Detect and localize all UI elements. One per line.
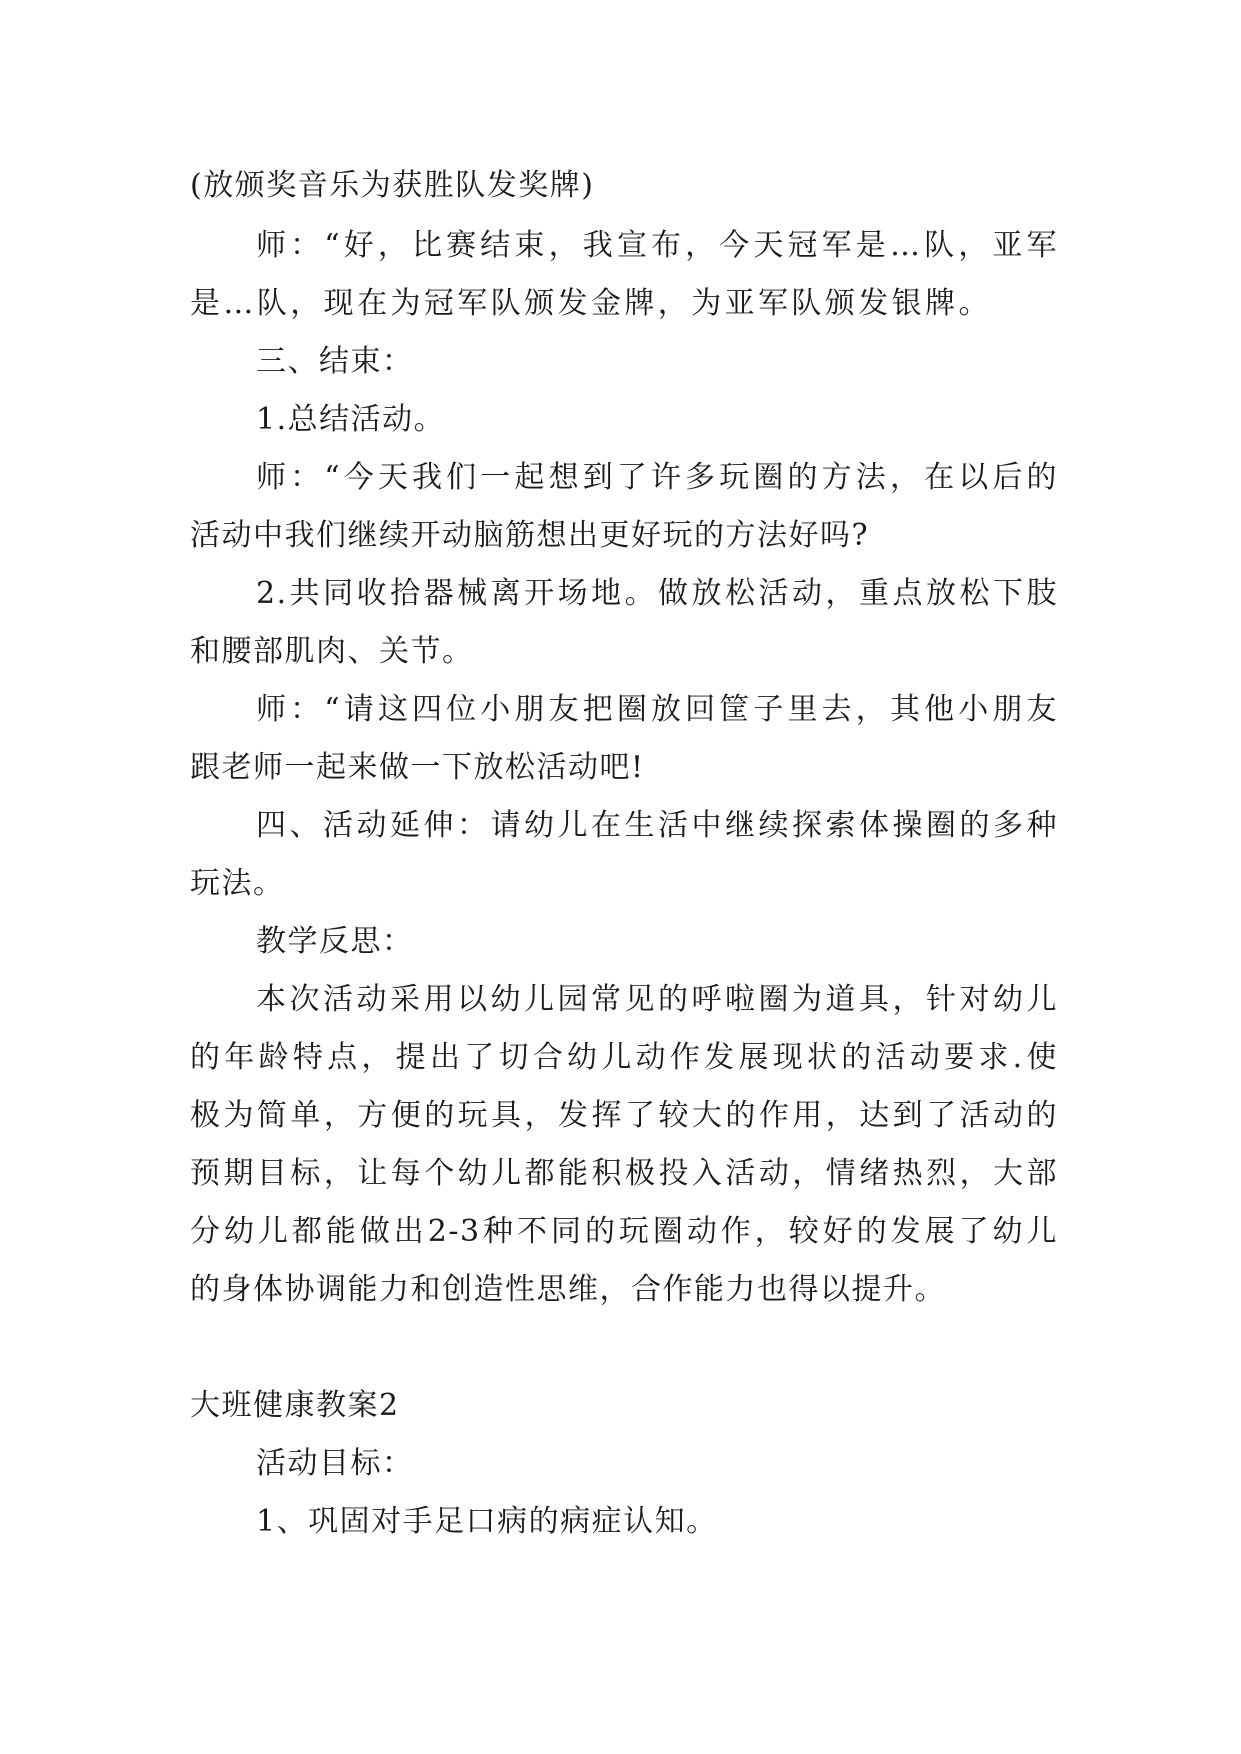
text-line: 1.总结活动。 [256, 402, 446, 437]
text-line: 本次活动采用以幼儿园常见的呼啦圈为道具，针对幼儿 [256, 982, 1058, 1017]
text-line: 2.共同收拾器械离开场地。做放松活动，重点放松下肢 [256, 576, 1058, 611]
document-title: 大班健康教案2 [190, 1388, 400, 1423]
text-line: 极为简单，方便的玩具，发挥了较大的作用，达到了活动的 [190, 1098, 1058, 1133]
section-heading: 教学反思： [256, 924, 414, 959]
text-line: 预期目标，让每个幼儿都能积极投入活动，情绪热烈，大部 [190, 1156, 1058, 1191]
text-line: 分幼儿都能做出2-3种不同的玩圈动作，较好的发展了幼儿 [190, 1214, 1058, 1249]
text-line: 四、活动延伸：请幼儿在生活中继续探索体操圈的多种 [256, 808, 1058, 843]
text-line: (放颁奖音乐为获胜队发奖牌) [190, 168, 595, 203]
text-line: 师：“今天我们一起想到了许多玩圈的方法，在以后的 [256, 460, 1058, 495]
text-line: 活动中我们继续开动脑筋想出更好玩的方法好吗? [190, 518, 870, 553]
text-line: 是…队，现在为冠军队颁发金牌，为亚军队颁发银牌。 [190, 286, 990, 321]
text-line: 的年龄特点，提出了切合幼儿动作发展现状的活动要求.使 [190, 1040, 1058, 1075]
text-line: 玩法。 [190, 866, 285, 901]
text-line: 跟老师一起来做一下放松活动吧! [190, 750, 645, 785]
section-heading: 活动目标： [256, 1446, 414, 1481]
text-line: 师：“好，比赛结束，我宣布，今天冠军是…队，亚军 [256, 228, 1058, 263]
section-heading: 三、结束： [256, 344, 414, 379]
text-line: 师：“请这四位小朋友把圈放回筐子里去，其他小朋友 [256, 692, 1058, 727]
text-line: 1、巩固对手足口病的病症认知。 [256, 1504, 718, 1539]
text-line: 和腰部肌肉、关节。 [190, 634, 474, 669]
text-line: 的身体协调能力和创造性思维，合作能力也得以提升。 [190, 1272, 946, 1307]
